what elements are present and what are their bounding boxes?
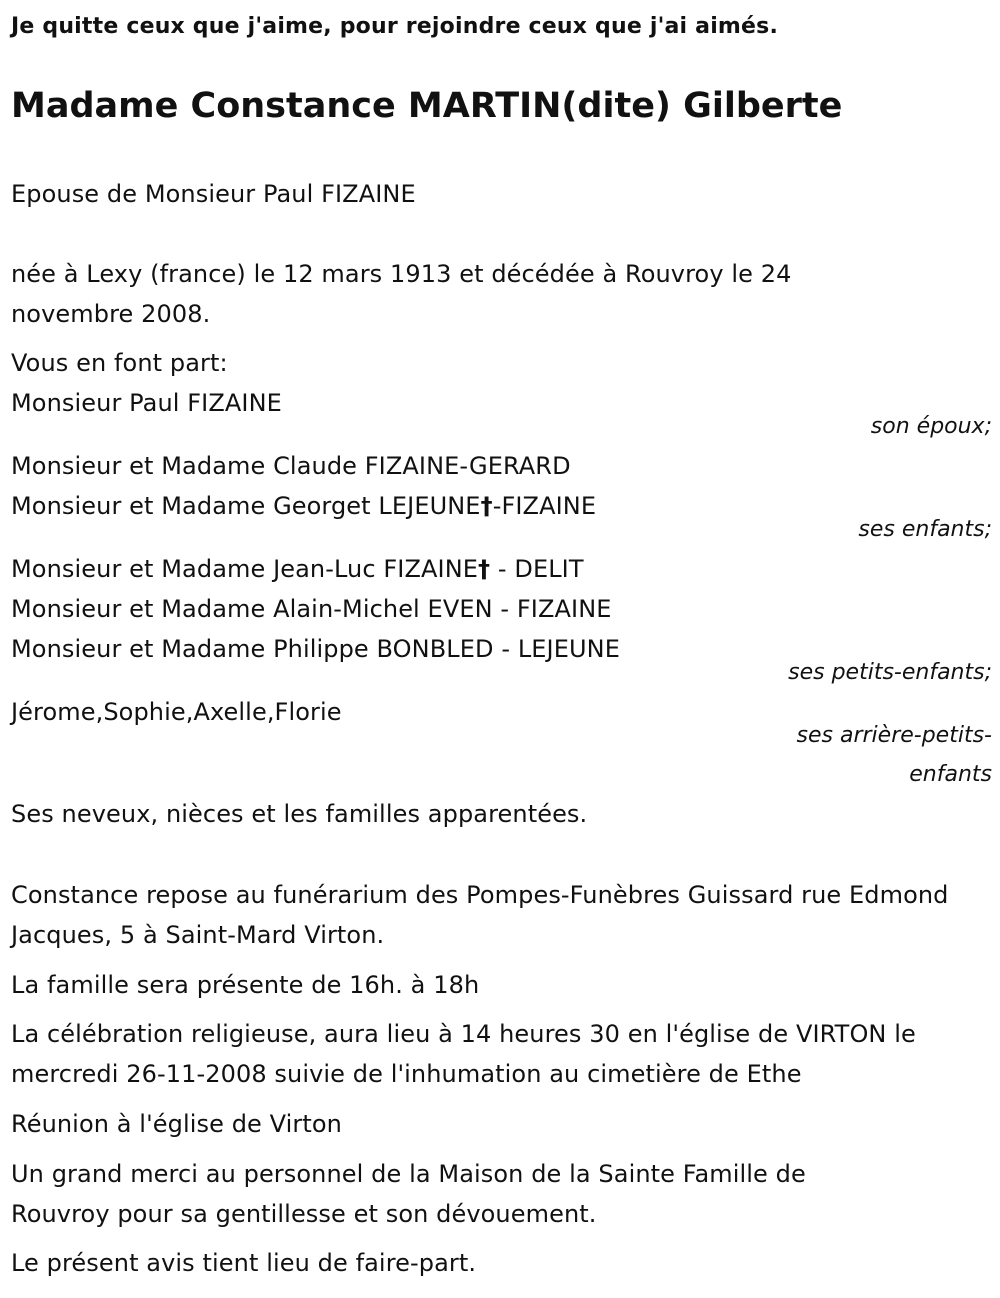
relatives-line: Ses neveux, nièces et les familles apparentées. xyxy=(11,800,588,828)
grandchild-name-suffix: - DELIT xyxy=(490,555,584,583)
great-grandchildren-line: Jérome,Sophie,Axelle,Florie xyxy=(11,698,342,726)
grandchild-line: Monsieur et Madame Philippe BONBLED - LEJEUNE xyxy=(11,635,620,663)
family-presence: La famille sera présente de 16h. à 18h xyxy=(11,971,480,999)
epitaph-quote: Je quitte ceux que j'aime, pour rejoindre ceux que j'ai aimés. xyxy=(11,14,779,39)
closing-note: Le présent avis tient lieu de faire-part. xyxy=(11,1249,477,1277)
spouse-line: Epouse de Monsieur Paul FIZAINE xyxy=(11,180,416,208)
announce-label: Vous en font part: xyxy=(11,349,228,377)
rest-location: Constance repose au funérarium des Pompes-Funèbres Guissard rue Edmond Jacques, 5 à Saint-Mard Virton. xyxy=(11,881,949,949)
grandchild-line xyxy=(11,549,992,589)
deceased-cross: † xyxy=(478,555,491,583)
child-line: Monsieur et Madame Claude FIZAINE-GERARD xyxy=(11,452,571,480)
deceased-cross: † xyxy=(480,492,493,520)
thanks-message: Un grand merci au personnel de la Maison de la Sainte Famille de Rouvroy pour sa gentillesse et son dévouement. xyxy=(11,1160,806,1228)
child-name-suffix: -FIZAINE xyxy=(492,492,597,520)
grandchildren-role: ses petits-enfants; xyxy=(788,660,992,685)
great-grandchildren-role: ses arrière-petits-enfants xyxy=(796,723,992,787)
deceased-name: Madame Constance MARTIN(dite) Gilberte xyxy=(11,86,843,126)
grandchild-name: Monsieur et Madame Jean-Luc FIZAINE xyxy=(11,555,479,583)
spouse-role: son époux; xyxy=(870,414,992,439)
children-role: ses enfants; xyxy=(858,517,992,542)
meeting-info: Réunion à l'église de Virton xyxy=(11,1110,342,1138)
child-name: Monsieur et Madame Georget LEJEUNE xyxy=(11,492,481,520)
ceremony-info: La célébration religieuse, aura lieu à 14 heures 30 en l'église de VIRTON le mercredi 26-11-2008 suivie de l'inhumation au cimetière de Ethe xyxy=(11,1020,916,1088)
birth-death-line: née à Lexy (france) le 12 mars 1913 et décédée à Rouvroy le 24 novembre 2008. xyxy=(11,260,792,328)
grandchild-line: Monsieur et Madame Alain-Michel EVEN - FIZAINE xyxy=(11,595,612,623)
spouse-name: Monsieur Paul FIZAINE xyxy=(11,389,282,417)
